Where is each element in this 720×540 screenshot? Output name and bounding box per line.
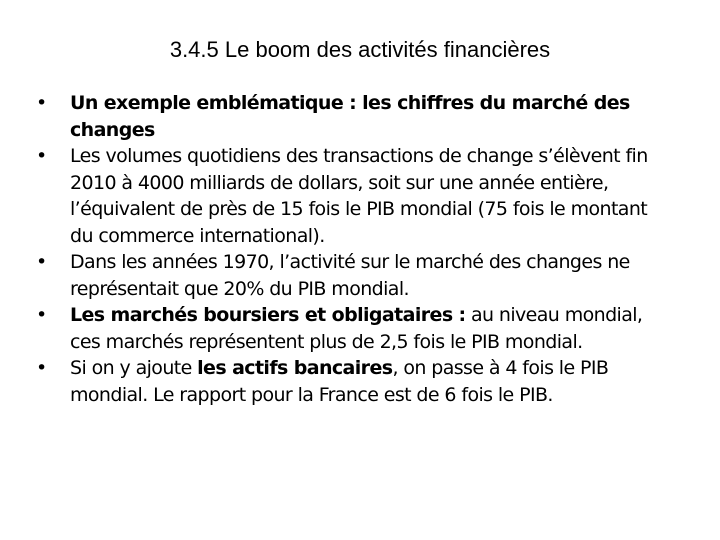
bullet-text: , on passe à 4 fois le PIB mondial. Le rapport pour la France est de 6 fois le PIB. — [70, 357, 609, 406]
bullet-icon: • — [36, 145, 47, 167]
bullet-text-bold: Un exemple emblématique : les chiffres du marché des changes — [70, 92, 630, 141]
bullet-item-5 — [30, 355, 670, 408]
bullet-list — [30, 90, 670, 408]
bullet-icon: • — [36, 251, 47, 273]
bullet-icon: • — [36, 92, 47, 114]
bullet-icon: • — [36, 304, 47, 326]
bullet-text: Les volumes quotidiens des transactions de change s’élèvent fin 2010 à 4000 milliards de dollars, soit sur une année entière, l’équivalent de près de 15 fois le PIB mondial (75 fois le montant du commerce international). — [70, 145, 648, 247]
bullet-item-3 — [30, 249, 670, 302]
bullet-item-4 — [30, 302, 670, 355]
bullet-text: Dans les années 1970, l’activité sur le marché des changes ne représentait que 20% du PIB mondial. — [70, 251, 630, 300]
bullet-text: au niveau mondial, ces marchés représentent plus de 2,5 fois le PIB mondial. — [70, 304, 643, 353]
bullet-item-1 — [30, 90, 670, 143]
slide-title: 3.4.5 Le boom des activités financières — [169, 37, 551, 62]
bullet-text: Si on y ajoute — [70, 357, 198, 379]
bullet-text-bold: Les marchés boursiers et obligataires : — [70, 304, 466, 326]
bullet-text-bold: les actifs bancaires — [197, 357, 393, 379]
bullet-icon: • — [36, 357, 47, 379]
bullet-item-2 — [30, 143, 670, 249]
